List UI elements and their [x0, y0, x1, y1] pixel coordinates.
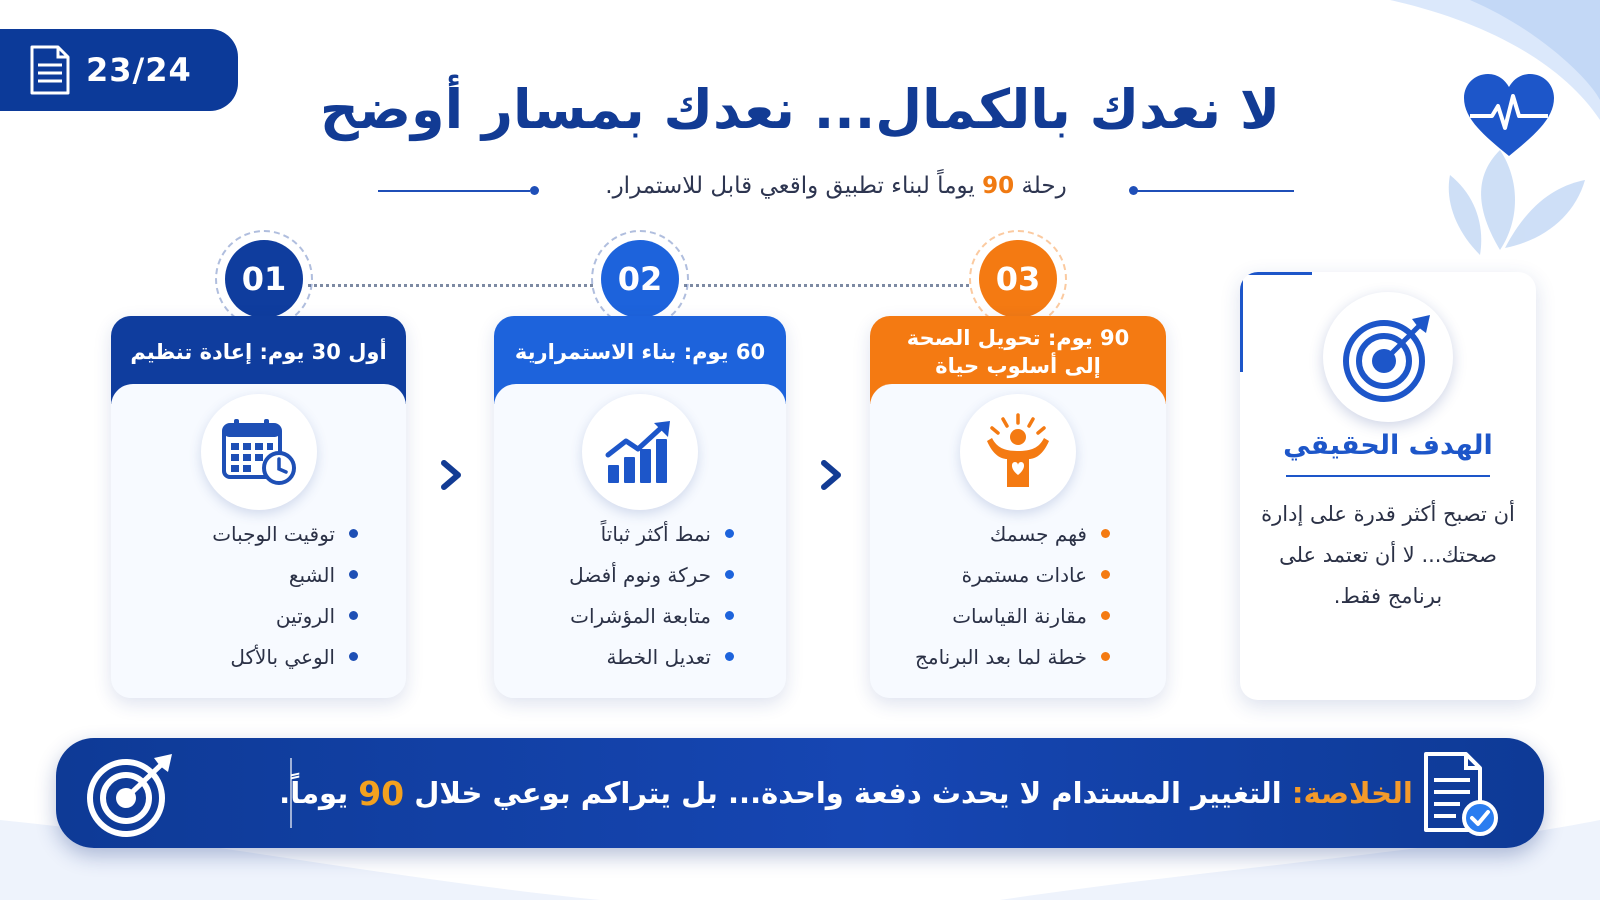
goal-card: [1240, 272, 1536, 700]
list-item: [111, 595, 358, 636]
list-item: [111, 636, 358, 677]
subtitle-prefix: رحلة: [1021, 173, 1067, 199]
step-card-1-list: [111, 513, 406, 677]
list-item-text: تعديل الخطة: [606, 644, 711, 669]
summary-text: [279, 738, 1413, 848]
step-card-3-body: [870, 384, 1166, 698]
goal-accent-top: [1240, 272, 1312, 275]
subtitle-suffix: يوماً لبناء تطبيق واقعي قابل للاستمرار.: [605, 173, 975, 199]
summary-suffix: يوماً.: [279, 776, 349, 810]
step-number-2: 02: [601, 240, 679, 318]
step-card-3-heading-line2: إلى أسلوب حياة: [935, 354, 1101, 378]
list-item: [494, 595, 734, 636]
summary-banner: [56, 738, 1544, 848]
step-card-1-body: [111, 384, 406, 698]
step-card-2-heading: 60 يوم: بناء الاستمرارية: [494, 316, 786, 404]
list-item: [111, 554, 358, 595]
step-card-3-list: [870, 513, 1166, 677]
list-item: [494, 513, 734, 554]
list-item: [494, 554, 734, 595]
checked-document-icon: [1420, 750, 1500, 838]
step-connector-2: [684, 284, 969, 287]
step-card-2-body: [494, 384, 786, 698]
growth-chart-icon: [604, 419, 676, 485]
list-item: [111, 513, 358, 554]
slide-counter-badge: [0, 29, 238, 111]
list-item-text: مقارنة القياسات: [952, 603, 1087, 628]
step-card-1: [111, 316, 406, 698]
subtitle-number: 90: [982, 173, 1015, 199]
step-card-3-icon-circle: [960, 394, 1076, 510]
summary-label: الخلاصة:: [1291, 776, 1413, 810]
list-item-text: الشبع: [288, 562, 335, 587]
list-item-text: خطة لما بعد البرنامج: [914, 644, 1087, 669]
subtitle: [589, 173, 1082, 199]
list-item: [494, 636, 734, 677]
list-item-text: الروتين: [275, 603, 335, 628]
list-item: [870, 636, 1110, 677]
list-item-text: الوعي بالأكل: [230, 644, 335, 669]
step-number-3: 03: [979, 240, 1057, 318]
step-card-2: [494, 316, 786, 698]
target-icon: [84, 752, 178, 838]
calendar-clock-icon: [221, 416, 297, 488]
list-item-text: توقيت الوجبات: [212, 521, 335, 546]
goal-underline: [1286, 475, 1490, 477]
step-card-2-icon-circle: [582, 394, 698, 510]
step-card-1-heading: أول 30 يوم: إعادة تنظيم: [111, 316, 406, 404]
step-card-3: [870, 316, 1166, 698]
list-item-text: حركة ونوم أفضل: [569, 562, 711, 587]
list-item-text: نمط أكثر ثباتاً: [600, 521, 711, 546]
summary-body: التغيير المستدام لا يحدث دفعة واحدة... بل يتراكم بوعي خلال: [414, 776, 1282, 810]
slide-counter: 23/24: [86, 51, 192, 89]
goal-icon-circle: [1323, 292, 1453, 422]
step-card-2-list: [494, 513, 786, 677]
list-item: [870, 595, 1110, 636]
happy-person-icon: [977, 411, 1059, 493]
goal-text: أن تصبح أكثر قدرة على إدارة صحتك... لا أن تعتمد على برنامج فقط.: [1261, 502, 1515, 608]
chevron-right-icon: [816, 455, 846, 495]
summary-number: 90: [358, 773, 405, 813]
step-number-1: 01: [225, 240, 303, 318]
list-item-text: متابعة المؤشرات: [570, 603, 711, 628]
list-item-text: فهم جسمك: [989, 521, 1087, 546]
heart-pulse-icon: [1462, 72, 1556, 158]
document-icon: [28, 45, 72, 95]
chevron-right-icon: [436, 455, 466, 495]
subtitle-wrap: [376, 166, 1296, 206]
target-icon: [1340, 309, 1436, 405]
list-item-text: عادات مستمرة: [961, 562, 1087, 587]
goal-accent-left: [1240, 272, 1243, 372]
list-item: [870, 513, 1110, 554]
page-title: لا نعدك بالكمال... نعدك بمسار أوضح: [319, 78, 1281, 141]
step-card-3-heading-line1: 90 يوم: تحويل الصحة: [906, 325, 1130, 350]
goal-title: الهدف الحقيقي: [1283, 430, 1493, 461]
step-card-1-icon-circle: [201, 394, 317, 510]
list-item: [870, 554, 1110, 595]
step-connector-1: [308, 284, 593, 287]
